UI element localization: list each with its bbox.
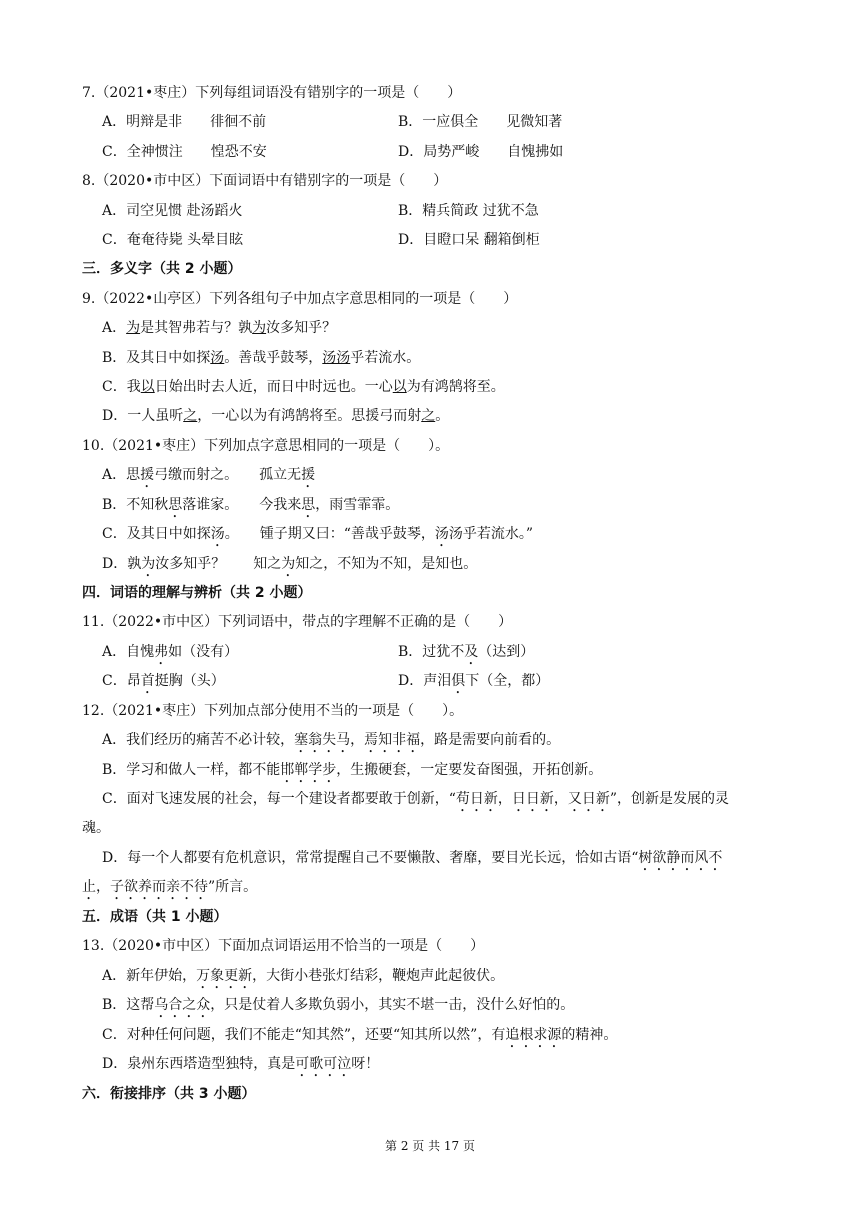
question-12-stem: 12.（2021•枣庄）下列加点部分使用不当的一项是（ ）。 bbox=[82, 703, 464, 719]
page-footer: 第 2 页 共 17 页 bbox=[385, 1139, 475, 1153]
question-7-option-c: C．全神惯注 惶恐不安 bbox=[102, 144, 267, 160]
question-13-option-d: D．泉州东西塔造型独特，真是可歌可泣呀！ bbox=[102, 1056, 380, 1072]
question-7-option-a: A．明辩是非 徘徊不前 bbox=[102, 114, 267, 130]
question-8-option-c: C．奄奄待毙 头晕目眩 bbox=[102, 232, 244, 248]
question-13-option-a: A．新年伊始，万象更新，大街小巷张灯结彩，鞭炮声此起彼伏。 bbox=[102, 968, 505, 984]
question-12-option-c-line1: C．面对飞速发展的社会，每一个建设者都要敢于创新，“苟日新，日日新，又日新”，创新是发展的灵 bbox=[102, 791, 730, 807]
question-11-option-c: C．昂首挺胸（头） bbox=[102, 673, 225, 689]
question-13-option-c: C．对种任何问题，我们不能走“知其然”，还要“知其所以然”，有追根求源的精神。 bbox=[102, 1027, 618, 1043]
question-8-option-d: D．目瞪口呆 翻箱倒柜 bbox=[398, 232, 540, 248]
question-12-option-c-line2: 魂。 bbox=[82, 820, 110, 836]
question-9-option-b: B．及其日中如探汤。善哉乎鼓琴，汤汤乎若流水。 bbox=[102, 350, 421, 366]
question-10-option-d: D．孰为汝多知乎？ 知之为知之，不知为不知，是知也。 bbox=[102, 556, 478, 572]
question-11-stem: 11.（2022•市中区）下列词语中，带点的字理解不正确的是（ ） bbox=[82, 614, 513, 630]
question-11-option-a: A．自愧弗如（没有） bbox=[102, 644, 239, 660]
question-12-option-d-line2: 止，子欲养而亲不待”所言。 bbox=[82, 879, 258, 895]
section-heading-6: 六．衔接排序（共 3 小题） bbox=[82, 1086, 256, 1102]
question-12-option-a: A．我们经历的痛苦不必计较，塞翁失马，焉知非福，路是需要向前看的。 bbox=[102, 732, 561, 748]
question-9-option-d: D．一人虽听之，一心以为有鸿鹄将至。思援弓而射之。 bbox=[102, 408, 450, 424]
question-8-stem: 8.（2020•市中区）下面词语中有错别字的一项是（ ） bbox=[82, 173, 448, 189]
question-7-option-b: B．一应俱全 见微知著 bbox=[398, 114, 563, 130]
question-10-stem: 10.（2021•枣庄）下列加点字意思相同的一项是（ ）。 bbox=[82, 438, 450, 454]
question-7-option-d: D．局势严峻 自愧拂如 bbox=[398, 144, 564, 160]
question-13-stem: 13.（2020•市中区）下面加点词语运用不恰当的一项是（ ） bbox=[82, 938, 485, 954]
section-heading-4: 四．词语的理解与辨析（共 2 小题） bbox=[82, 585, 312, 601]
question-12-option-d-line1: D．每一个人都要有危机意识，常常提醒自己不要懒散、奢靡，要目光长远，恰如古语“树欲静而风不 bbox=[102, 850, 723, 866]
question-9-option-a: A．为是其智弗若与？孰为汝多知乎？ bbox=[102, 320, 337, 336]
question-10-option-a: A．思援弓缴而射之。 孤立无援 bbox=[102, 467, 316, 483]
question-8-option-b: B．精兵简政 过犹不急 bbox=[398, 203, 539, 219]
question-10-option-c: C．及其日中如探汤。 锺子期又曰：“善哉乎鼓琴，汤汤乎若流水。” bbox=[102, 526, 534, 542]
question-10-option-b: B．不知秋思落谁家。 今我来思，雨雪霏霏。 bbox=[102, 497, 400, 513]
question-11-option-b: B．过犹不及（达到） bbox=[398, 644, 535, 660]
question-9-option-c: C．我以日始出时去人近，而日中时远也。一心以为有鸿鹄将至。 bbox=[102, 379, 505, 395]
question-12-option-b: B．学习和做人一样，都不能邯郸学步，生搬硬套，一定要发奋图强，开拓创新。 bbox=[102, 762, 603, 778]
question-9-stem: 9.（2022•山亭区）下列各组句子中加点字意思相同的一项是（ ） bbox=[82, 291, 518, 307]
question-8-option-a: A．司空见惯 赴汤蹈火 bbox=[102, 203, 243, 219]
question-7-stem: 7.（2021•枣庄）下列每组词语没有错别字的一项是（ ） bbox=[82, 85, 462, 101]
section-heading-3: 三．多义字（共 2 小题） bbox=[82, 261, 242, 277]
section-heading-5: 五．成语（共 1 小题） bbox=[82, 909, 228, 925]
question-13-option-b: B．这帮乌合之众，只是仗着人多欺负弱小，其实不堪一击，没什么好怕的。 bbox=[102, 997, 575, 1013]
question-11-option-d: D．声泪俱下（全，都） bbox=[398, 673, 550, 689]
